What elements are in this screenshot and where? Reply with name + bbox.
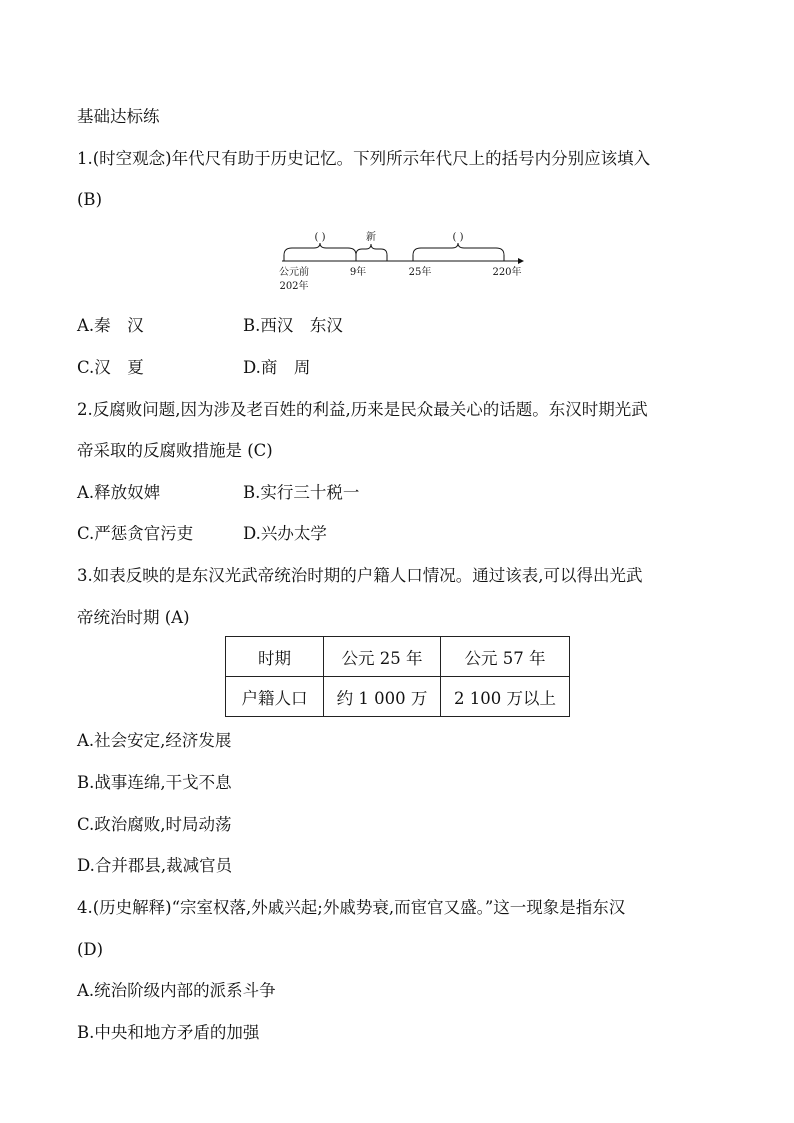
population-table (225, 636, 570, 717)
bracket-right-label: ( ) (452, 232, 464, 243)
q3-option-c: C.政治腐败,时局动荡 (77, 815, 232, 834)
table-cell: 约 1 000 万 (324, 677, 441, 717)
q1-option-a: A.秦 汉 (77, 316, 144, 335)
table-header-row (226, 637, 570, 677)
q2-stem-line2: 帝采取的反腐败措施是 (C) (77, 441, 273, 460)
tick-start-label-2: 202年 (279, 281, 309, 292)
table-row (226, 677, 570, 717)
bracket-middle-label: 新 (366, 232, 376, 243)
brace-right (413, 243, 504, 255)
table-cell: 公元 25 年 (324, 637, 441, 677)
section-title: 基础达标练 (77, 107, 160, 126)
bracket-left-label: ( ) (314, 232, 326, 243)
table-cell: 时期 (226, 637, 324, 677)
table-cell: 公元 57 年 (441, 637, 570, 677)
q3-option-d: D.合并郡县,裁减官员 (77, 856, 233, 875)
q1-option-b: B.西汉 东汉 (243, 316, 343, 335)
q4-option-a: A.统治阶级内部的派系斗争 (77, 981, 276, 1000)
q2-option-c: C.严惩贪官污吏 (77, 524, 194, 543)
q3-option-a: A.社会安定,经济发展 (77, 731, 232, 750)
q4-stem: 4.(历史解释)“宗室权落,外戚兴起;外戚势衰,而宦官又盛。”这一现象是指东汉 (77, 898, 626, 917)
table-cell: 户籍人口 (226, 677, 324, 717)
q2-option-a: A.释放奴婢 (77, 483, 161, 502)
tick-220-label: 220年 (492, 267, 522, 278)
q2-option-b: B.实行三十税一 (243, 483, 360, 502)
brace-middle (356, 244, 387, 255)
brace-left (284, 243, 356, 255)
tick-9-label: 9年 (349, 267, 367, 278)
timeline-chart (270, 228, 530, 298)
timeline-arrow (518, 258, 524, 264)
q2-stem-line1: 2.反腐败问题,因为涉及老百姓的利益,历来是民众最关心的话题。东汉时期光武 (77, 400, 648, 419)
table-cell: 2 100 万以上 (441, 677, 570, 717)
q4-option-b: B.中央和地方矛盾的加强 (77, 1023, 260, 1042)
q3-option-b: B.战事连绵,干戈不息 (77, 773, 232, 792)
tick-25-label: 25年 (408, 267, 432, 278)
q1-answer: (B) (77, 190, 102, 209)
q2-option-d: D.兴办太学 (243, 524, 327, 543)
q4-answer: (D) (77, 940, 104, 959)
tick-start-label-1: 公元前 (279, 267, 309, 278)
q1-option-d: D.商 周 (243, 358, 311, 377)
q1-option-c: C.汉 夏 (77, 358, 144, 377)
q1-stem: 1.(时空观念)年代尺有助于历史记忆。下列所示年代尺上的括号内分别应该填入 (77, 149, 651, 168)
q3-stem-line2: 帝统治时期 (A) (77, 608, 190, 627)
q3-stem-line1: 3.如表反映的是东汉光武帝统治时期的户籍人口情况。通过该表,可以得出光武 (77, 566, 643, 585)
